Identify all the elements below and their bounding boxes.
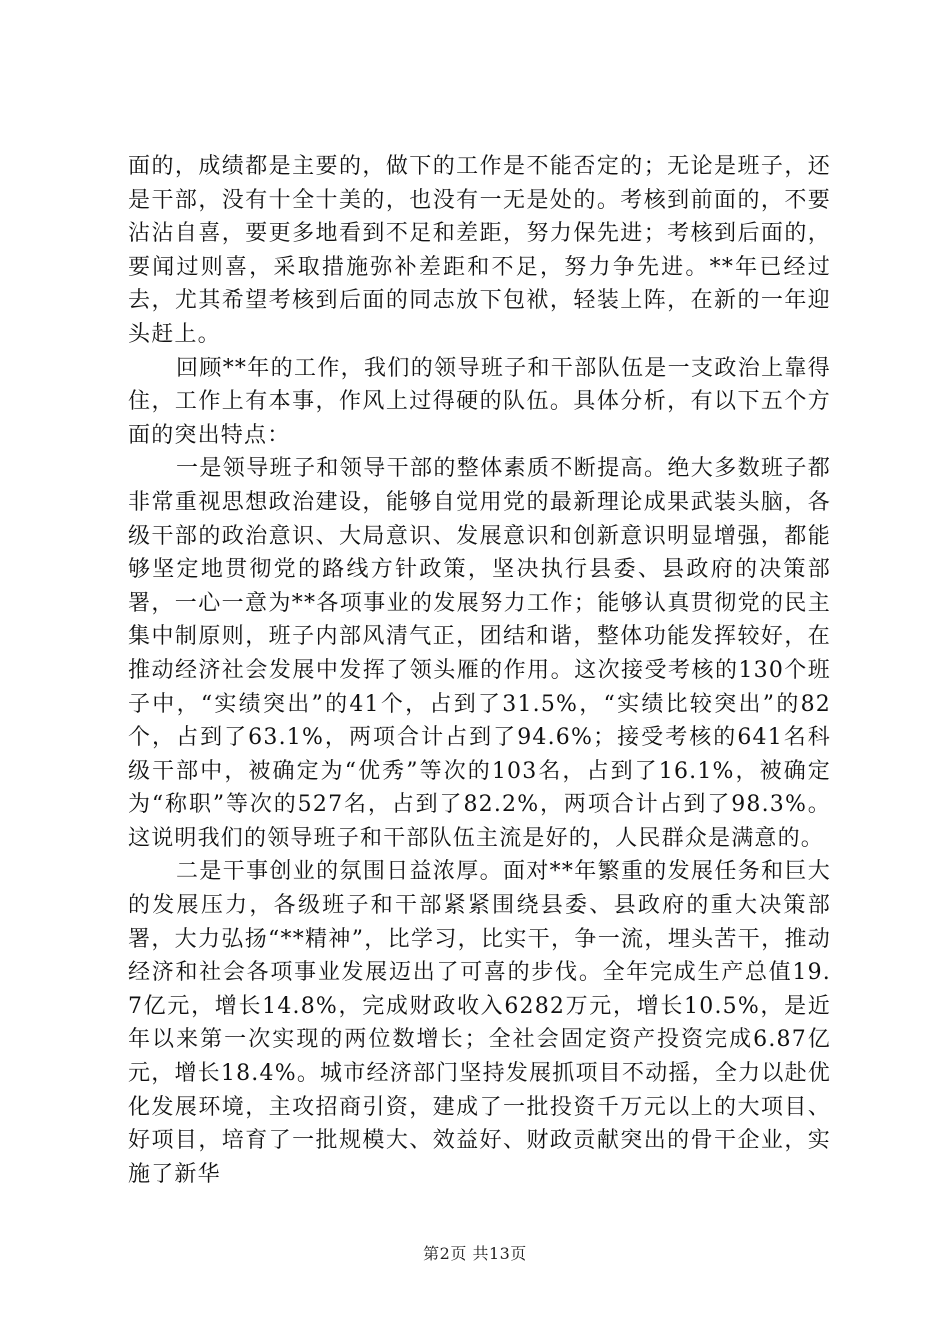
page-number-footer: 第2页 共13页 (423, 1244, 527, 1263)
paragraph-2: 回顾**年的工作，我们的领导班子和干部队伍是一支政治上靠得住，工作上有本事，作风上过得硬的队伍。具体分析，有以下五个方面的突出特点： (128, 355, 831, 448)
paragraph-1: 面的，成绩都是主要的，做下的工作是不能否定的；无论是班子，还是干部，没有十全十美的，也没有一无是处的。考核到前面的，不要沾沾自喜，要更多地看到不足和差距，努力保先进；考核到后面的，要闻过则喜，采取措施弥补差距和不足，努力争先进。**年已经过去，尤其希望考核到后面的同志放下包袱，轻装上阵，在新的一年迎头赶上。 (128, 154, 831, 347)
paragraph-4: 二是干事创业的氛围日益浓厚。面对**年繁重的发展任务和巨大的发展压力，各级班子和干部紧紧围绕县委、县政府的重大决策部署，大力弘扬“**精神”，比学习，比实干，争一流，埋头苦干，推动经济和社会各项事业发展迈出了可喜的步伐。全年完成生产总值19.7亿元，增长14.8%，完成财政收入6282万元，增长10.5%，是近年以来第一次实现的两位数增长；全社会固定资产投资完成6.87亿元，增长18.4%。城市经济部门坚持发展抓项目不动摇，全力以赴优化发展环境，主攻招商引资，建成了一批投资千万元以上的大项目、好项目，培育了一批规模大、效益好、财政贡献突出的骨干企业，实施了新华 (128, 859, 831, 1187)
paragraph-3: 一是领导班子和领导干部的整体素质不断提高。绝大多数班子都非常重视思想政治建设，能够自觉用党的最新理论成果武装头脑，各级干部的政治意识、大局意识、发展意识和创新意识明显增强，都能够坚定地贯彻党的路线方针政策，坚决执行县委、县政府的决策部署，一心一意为**各项事业的发展努力工作；能够认真贯彻党的民主集中制原则，班子内部风清气正，团结和谐，整体功能发挥较好，在推动经济社会发展中发挥了领头雁的作用。这次接受考核的130个班子中，“实绩突出”的41个，占到了31.5%，“实绩比较突出”的82个，占到了63.1%，两项合计占到了94.6%；接受考核的641名科级干部中，被确定为“优秀”等次的103名，占到了16.1%，被确定为“称职”等次的527名，占到了82.2%，两项合计占到了98.3%。这说明我们的领导班子和干部队伍主流是好的，人民群众是满意的。 (128, 456, 831, 851)
document-body (128, 150, 831, 1191)
